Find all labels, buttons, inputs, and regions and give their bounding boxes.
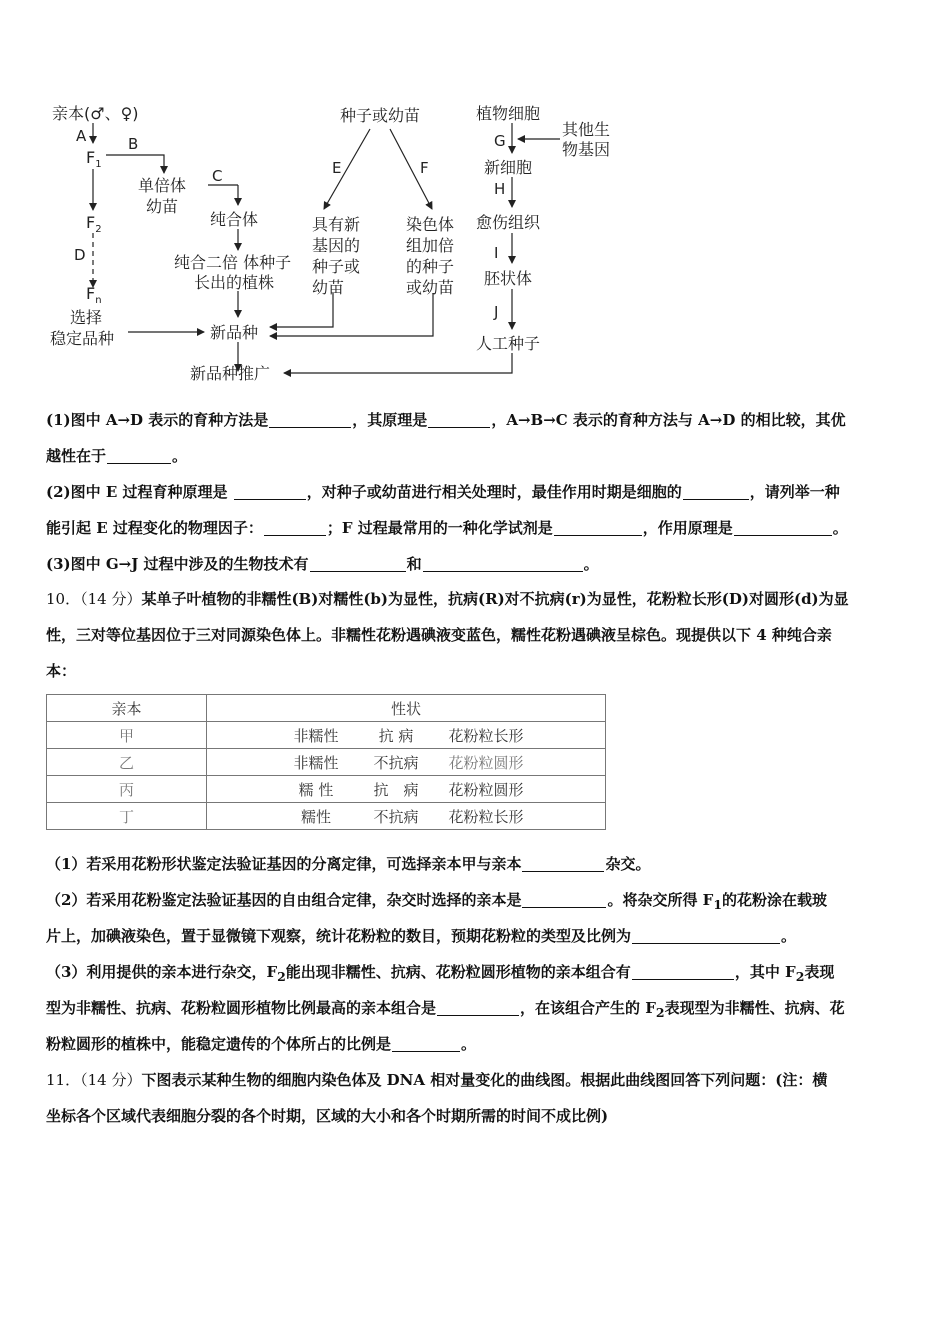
step-b-label: B [128,135,139,153]
step-i-label: I [494,244,499,262]
answer-blank[interactable] [234,483,306,500]
table-row [47,803,606,830]
q1-part1-line1: (1)图中 A→D 表示的育种方法是 ，其原理是 ，A→B→C 表示的育种方法与 A→D 的相比较，其优 [46,411,846,429]
answer-blank[interactable] [554,519,642,536]
q10-intro-line1: 10．（14 分）某单子叶植物的非糯性(B)对糯性(b)为显性，抗病(R)对不抗病(r)为显性，花粉粒长形(D)对圆形(d)为显 [46,590,849,608]
answer-blank[interactable] [522,891,606,908]
polyploid-label-1: 染色体 [406,215,455,234]
artificial-seed-label: 人工种子 [476,334,541,353]
seed-label: 种子或幼苗 [340,106,421,125]
arrow-b [106,155,164,173]
answer-blank[interactable] [632,963,734,980]
header-traits: 性状 [207,695,606,722]
step-e-label: E [332,159,342,177]
q10-intro-line3: 本： [46,662,77,680]
table-row [47,749,606,776]
traits-cell: 非糯性 抗 病 花粉粒长形 [207,722,606,749]
new-gene-label-3: 种子或 [312,257,361,276]
answer-blank[interactable] [632,927,780,944]
answer-blank[interactable] [269,411,351,428]
step-j-label: J [494,303,499,321]
pure-label: 纯合体 [210,210,259,229]
parent-name: 甲 [47,722,207,749]
q1-part2-line1: (2)图中 E 过程育种原理是 ，对种子或幼苗进行相关处理时，最佳作用时期是细胞的 ，请列举一种 [46,483,840,501]
haploid-label-2: 幼苗 [146,197,179,216]
table-row [47,776,606,803]
parent-name: 丁 [47,803,207,830]
breeding-methods-diagram [40,95,640,390]
answer-blank[interactable] [437,999,519,1016]
answer-blank[interactable] [683,483,749,500]
parent-name: 乙 [47,749,207,776]
step-d-label: D [74,246,86,264]
q10-sub1: （1）若采用花粉形状鉴定法验证基因的分离定律，可选择亲本甲与亲本 杂交。 [46,855,651,873]
promote-label: 新品种推广 [190,364,271,383]
answer-blank[interactable] [734,519,832,536]
select-label-1: 选择 [70,308,103,327]
callus-label: 愈伤组织 [476,213,541,232]
step-a-label: A [76,127,87,145]
traits-cell: 非糯性 不抗病 花粉粒圆形 [207,749,606,776]
q11-line2: 坐标各个区域代表细胞分裂的各个时期，区域的大小和各个时期所需的时间不成比例) [46,1107,609,1125]
answer-blank[interactable] [423,555,583,572]
embryoid-label: 胚状体 [484,269,533,288]
new-gene-label-4: 幼苗 [312,278,345,297]
table-header-row [47,695,606,722]
diploid-label-1: 纯合二倍 体种子 [174,253,292,272]
q1-part1-line2: 越性在于 。 [46,447,188,465]
new-gene-label-1: 具有新 [312,215,361,234]
traits-cell: 糯 性 抗 病 花粉粒圆形 [207,776,606,803]
traits-cell: 糯性 不抗病 花粉粒长形 [207,803,606,830]
f1-label: $F_1$ [86,148,102,170]
arrow-e [324,129,370,209]
q1-part3: (3)图中 G→J 过程中涉及的生物技术有 和 。 [46,555,599,573]
parent-traits-table [46,694,606,830]
q11-line1: 11．（14 分）下图表示某种生物的细胞内染色体及 DNA 相对量变化的曲线图。根据此曲线图回答下列问题：(注：横 [46,1071,828,1089]
select-label-2: 稳定品种 [50,329,115,348]
parent-name: 丙 [47,776,207,803]
q10-sub2-line2: 片上，加碘液染色，置于显微镜下观察，统计花粉粒的数目，预期花粉粒的类型及比例为 。 [46,927,797,945]
step-f-label: F [420,159,429,177]
plant-cell-label: 植物细胞 [476,104,541,123]
haploid-label-1: 单倍体 [138,176,187,195]
q1-part2-line2: 能引起 E 过程变化的物理因子： ；F 过程最常用的一种化学试剂是 ，作用原理是 。 [46,519,848,537]
polyploid-label-2: 组加倍 [406,236,455,255]
table-row [47,722,606,749]
polyploid-label-4: 或幼苗 [406,278,455,297]
answer-blank[interactable] [310,555,406,572]
polyploid-label-3: 的种子 [406,257,455,276]
q10-sub3-line2: 型为非糯性、抗病、花粉粒圆形植物比例最高的亲本组合是 ，在该组合产生的 $F_2$表现型为非糯性、抗病、花 [46,999,845,1020]
new-variety-label: 新品种 [210,323,259,342]
fn-label: $F_n$ [86,284,102,306]
answer-blank[interactable] [428,411,490,428]
answer-blank[interactable] [392,1035,460,1052]
other-gene-label-1: 其他生 [562,120,611,139]
header-parent: 亲本 [47,695,207,722]
other-gene-label-2: 物基因 [562,140,611,159]
answer-blank[interactable] [107,447,171,464]
q10-sub2-line1: （2）若采用花粉鉴定法验证基因的自由组合定律，杂交时选择的亲本是 。将杂交所得 $F_1$的花粉涂在载玻 [46,891,828,912]
answer-blank[interactable] [522,855,604,872]
arrow-polyploid-new [270,293,433,336]
new-cell-label: 新细胞 [484,158,533,177]
arrow-newgene-new [270,293,333,327]
diploid-label-2: 长出的植株 [194,273,275,292]
new-gene-label-2: 基因的 [312,236,361,255]
step-h-label: H [494,180,506,198]
q10-sub3-line3: 粉粒圆形的植株中，能稳定遗传的个体所占的比例是 。 [46,1035,477,1053]
f2-label: $F_2$ [86,213,102,235]
step-c-label: C [212,167,223,185]
parent-label: 亲本(♂、♀) [52,104,139,123]
answer-blank[interactable] [264,519,326,536]
step-g-label: G [494,132,506,150]
arrow-seed-promote [284,353,512,373]
q10-intro-line2: 性，三对等位基因位于三对同源染色体上。非糯性花粉遇碘液变蓝色，糯性花粉遇碘液呈棕色。现提供以下 4 种纯合亲 [46,626,832,644]
q10-sub3-line1: （3）利用提供的亲本进行杂交，$F_2$能出现非糯性、抗病、花粉粒圆形植物的亲本组合有 ，其中 $F_2$表现 [46,963,835,984]
